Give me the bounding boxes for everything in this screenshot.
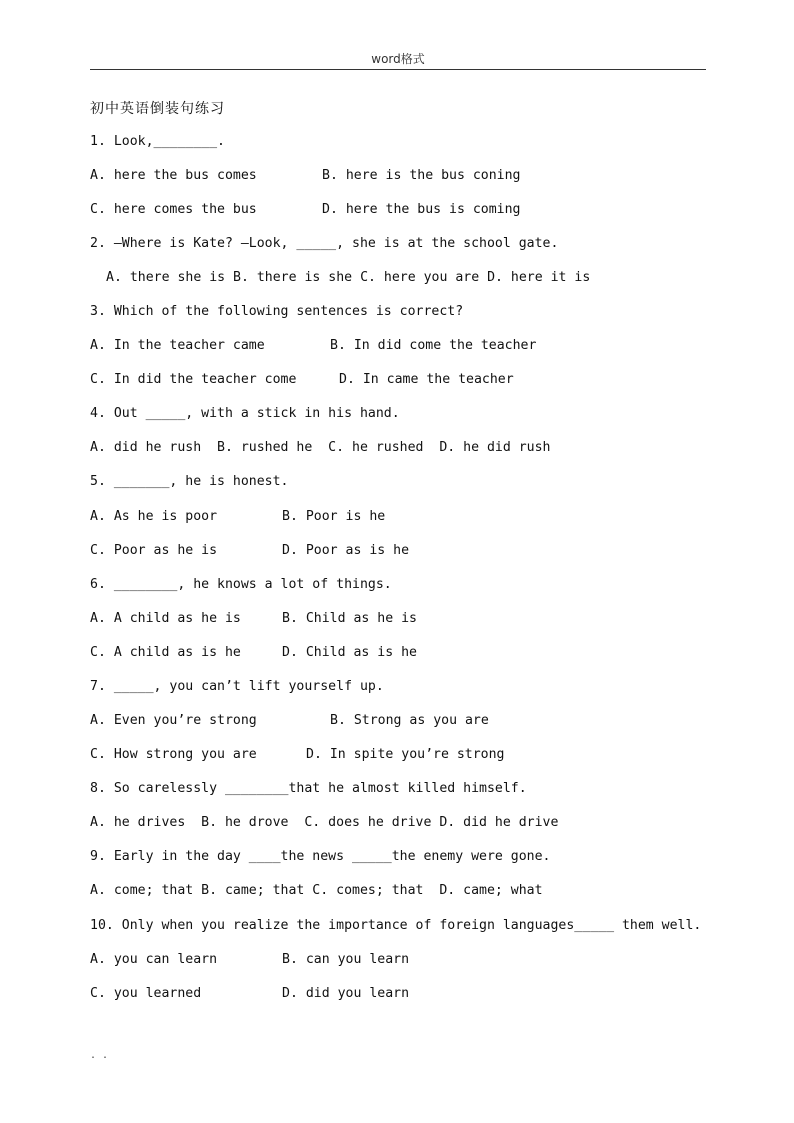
question-1-option-a: A. here the bus comes bbox=[90, 168, 257, 183]
question-3-option-a: A. In the teacher came bbox=[90, 338, 265, 353]
question-9-stem: 9. Early in the day ____the news _____the enemy were gone. bbox=[90, 849, 551, 864]
question-5-option-d: D. Poor as is he bbox=[282, 543, 410, 558]
question-7-option-a: A. Even you’re strong bbox=[90, 713, 257, 728]
question-1-option-b: B. here is the bus coning bbox=[322, 168, 521, 183]
question-5-option-c: C. Poor as he is bbox=[90, 543, 218, 558]
question-10-option-d: D. did you learn bbox=[282, 986, 410, 1001]
question-5-option-b: B. Poor is he bbox=[282, 509, 386, 524]
question-8-stem: 8. So carelessly ________that he almost killed himself. bbox=[90, 781, 527, 796]
question-3-option-d: D. In came the teacher bbox=[339, 372, 514, 387]
question-5-stem: 5. _______, he is honest. bbox=[90, 474, 289, 489]
question-10-option-a: A. you can learn bbox=[90, 952, 218, 967]
question-6-stem: 6. ________, he knows a lot of things. bbox=[90, 577, 392, 592]
question-8-options: A. he drives B. he drove C. does he drive D. did he drive bbox=[90, 815, 559, 830]
question-10-option-c: C. you learned bbox=[90, 986, 202, 1001]
question-1-option-c: C. here comes the bus bbox=[90, 202, 257, 217]
question-10-option-b: B. can you learn bbox=[282, 952, 410, 967]
question-2-options: A. there she is B. there is she C. here you are D. here it is bbox=[106, 270, 591, 285]
question-9-options: A. come; that B. came; that C. comes; that D. came; what bbox=[90, 883, 543, 898]
question-4-options: A. did he rush B. rushed he C. he rushed D. he did rush bbox=[90, 440, 551, 455]
question-1-stem: 1. Look,________. bbox=[90, 134, 225, 149]
worksheet-title: 初中英语倒装句练习 bbox=[90, 101, 225, 117]
question-3-stem: 3. Which of the following sentences is correct? bbox=[90, 304, 464, 319]
question-6-option-d: D. Child as is he bbox=[282, 645, 417, 660]
question-3-option-b: B. In did come the teacher bbox=[330, 338, 537, 353]
question-7-option-b: B. Strong as you are bbox=[330, 713, 489, 728]
question-10-stem: 10. Only when you realize the importance of foreign languages_____ them well. bbox=[90, 918, 702, 933]
question-3-option-c: C. In did the teacher come bbox=[90, 372, 297, 387]
page-header: word格式 bbox=[371, 52, 425, 66]
question-5-option-a: A. As he is poor bbox=[90, 509, 218, 524]
question-6-option-c: C. A child as is he bbox=[90, 645, 241, 660]
question-6-option-a: A. A child as he is bbox=[90, 611, 241, 626]
question-1-option-d: D. here the bus is coming bbox=[322, 202, 521, 217]
page-footer: . . bbox=[90, 1050, 109, 1061]
question-7-option-d: D. In spite you’re strong bbox=[306, 747, 505, 762]
question-2-stem: 2. —Where is Kate? —Look, _____, she is at the school gate. bbox=[90, 236, 559, 251]
question-4-stem: 4. Out _____, with a stick in his hand. bbox=[90, 406, 400, 421]
question-6-option-b: B. Child as he is bbox=[282, 611, 417, 626]
header-divider bbox=[90, 69, 706, 70]
question-7-stem: 7. _____, you can’t lift yourself up. bbox=[90, 679, 384, 694]
question-7-option-c: C. How strong you are bbox=[90, 747, 257, 762]
